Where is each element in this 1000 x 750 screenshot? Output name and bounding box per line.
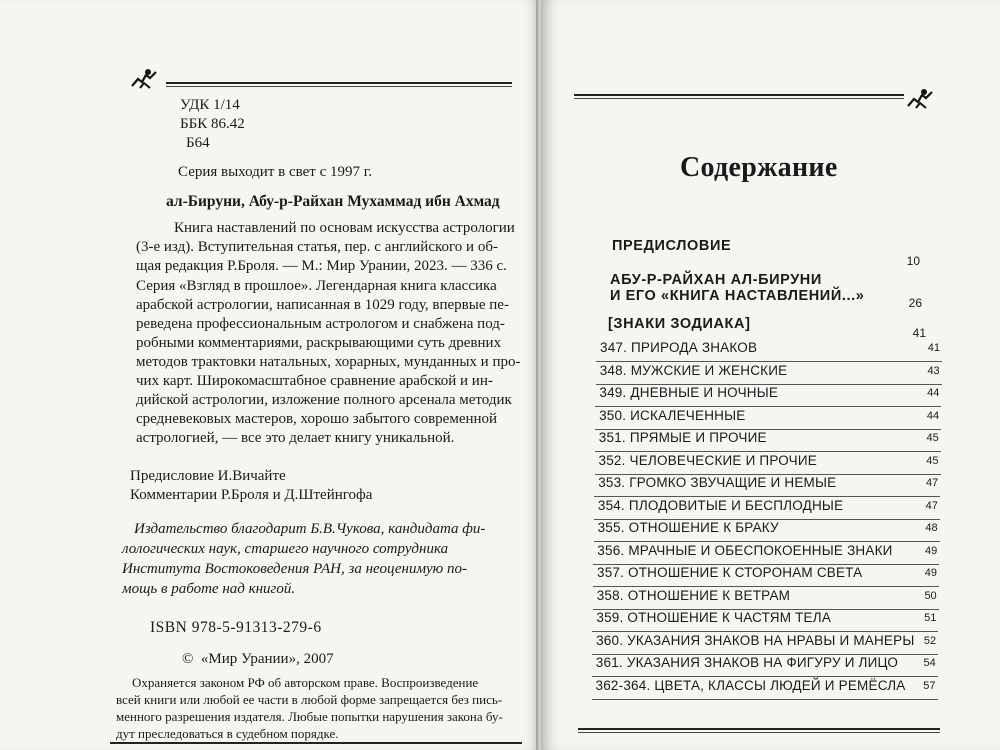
toc-item — [598, 498, 938, 520]
toc-item — [599, 430, 939, 452]
annotation-line-8: астрологией, — все это делает книгу уникальной. — [136, 430, 455, 446]
legal-line-2: всей книги или любой ее части в любой форме запрещается без пись- — [116, 692, 503, 707]
annotation-line-3: робными комментариями, раскрывающими суть древних — [136, 335, 502, 351]
annotation-line-4: методов трактовки натальных, хорарных, мунданных и про- — [136, 354, 521, 370]
copyright-symbol: © — [182, 651, 194, 667]
preface-credit: Предисловие И.Вичайте — [130, 468, 286, 484]
toc-item-page: 52 — [923, 634, 937, 647]
toc-item-label: 356. МРАЧНЫЕ И ОБЕСПОКОЕННЫЕ ЗНАКИ — [597, 542, 893, 558]
author-mark: Б64 — [186, 135, 210, 151]
ack-line-1: Издательство благодарит Б.В.Чукова, кандидата фи- — [134, 521, 486, 537]
copyright — [182, 650, 334, 669]
footer-rule — [110, 742, 522, 744]
bib-line-series — [136, 277, 497, 296]
toc-item-page: 50 — [924, 589, 937, 602]
toc-item-page: 44 — [927, 387, 940, 399]
toc-item-page: 47 — [925, 499, 938, 512]
toc-item-page: 49 — [925, 544, 938, 557]
toc-item-label: 362-364. ЦВЕТА, КЛАССЫ ЛЮДЕЙ И РЕМЁСЛА — [595, 677, 906, 693]
toc-section-preface-page: 10 — [906, 254, 920, 268]
toc-item-page: 47 — [925, 477, 939, 489]
toc-item-page: 45 — [926, 454, 939, 467]
toc-item — [599, 385, 939, 407]
legal-line-3: менного разрешения издателя. Любые попытки нарушения закона бу- — [116, 709, 503, 724]
toc-item-page: 54 — [923, 657, 936, 669]
toc-section-author-line-1: АБУ-Р-РАЙХАН АЛ-БИРУНИ — [610, 272, 822, 288]
toc-item-page: 41 — [927, 342, 940, 354]
toc-item — [596, 610, 936, 632]
bib-line-3: щая редакция Р.Броля. — М.: Мир Урании, 2023. — 336 с. — [136, 258, 507, 274]
toc-item-page: 49 — [924, 567, 937, 579]
toc-item — [596, 678, 936, 700]
annotation-line-5: чих карт. Широкомасштабное сравнение арабской и ин- — [136, 373, 493, 389]
toc-section-author-line-2: И ЕГО «КНИГА НАСТАВЛЕНИЙ...» — [610, 288, 865, 304]
toc-item-label: 347. ПРИРОДА ЗНАКОВ — [600, 340, 758, 355]
toc-item-label: 354. ПЛОДОВИТЫЕ И БЕСПЛОДНЫЕ — [597, 497, 844, 513]
series-name: Серия «Взгляд в прошлое». — [136, 278, 313, 294]
astronomer-ornament-icon — [128, 66, 162, 92]
toc-item-label: 350. ИСКАЛЕЧЕННЫЕ — [599, 407, 746, 423]
toc-item-page: 48 — [925, 522, 938, 534]
right-header-rule — [574, 94, 904, 96]
toc-item-label: 360. УКАЗАНИЯ ЗНАКОВ НА НРАВЫ И МАНЕРЫ — [596, 632, 915, 648]
toc-item — [600, 340, 940, 362]
header-rule-thin — [166, 86, 512, 87]
toc-item-page: 43 — [927, 364, 940, 377]
toc-item — [598, 475, 938, 497]
toc-item — [597, 565, 937, 587]
toc-section-author-page: 26 — [908, 296, 922, 310]
toc-item-label: 351. ПРЯМЫЕ И ПРОЧИЕ — [598, 430, 767, 445]
toc-item — [598, 520, 938, 542]
toc-item-label: 361. УКАЗАНИЯ ЗНАКОВ НА ФИГУРУ И ЛИЦО — [595, 655, 899, 670]
toc-item-page: 57 — [923, 679, 936, 692]
toc-item — [600, 363, 940, 385]
toc-item — [596, 633, 936, 655]
toc-item-page: 51 — [924, 612, 937, 624]
toc-section-preface: ПРЕДИСЛОВИЕ — [612, 238, 732, 254]
right-header-rule-thin — [574, 98, 904, 99]
toc-item — [596, 655, 936, 677]
udk-code: УДК 1/14 — [180, 97, 240, 113]
isbn: ISBN 978-5-91313-279-6 — [150, 619, 322, 636]
toc-item-label: 357. ОТНОШЕНИЕ К СТОРОНАМ СВЕТА — [597, 565, 863, 580]
bib-line-2: (3-е изд). Вступительная статья, пер. с английского и об- — [136, 239, 498, 255]
toc-section-zodiac-page: 41 — [912, 326, 926, 340]
bib-line-1: Книга наставлений по основам искусства астрологии — [174, 220, 515, 236]
annotation-line-7: средневековых мастеров, хорошо забытого современной — [136, 411, 498, 427]
right-footer-rule-thin — [578, 732, 940, 733]
toc-item — [597, 588, 937, 610]
annotation-start: Легендарная книга классика — [315, 278, 497, 294]
bbk-code: ББК 86.42 — [180, 116, 245, 132]
toc-item-page: 44 — [926, 409, 940, 422]
toc-item — [599, 408, 939, 430]
annotation-line-2: реведена профессиональным астрологом и снабжена под- — [136, 316, 505, 332]
toc-item-label: 358. ОТНОШЕНИЕ К ВЕТРАМ — [596, 587, 791, 603]
toc-item-label: 352. ЧЕЛОВЕЧЕСКИЕ И ПРОЧИЕ — [598, 452, 817, 468]
legal-line-1: Охраняется законом РФ об авторском праве. Воспроизведение — [132, 675, 479, 690]
toc-item-label: 359. ОТНОШЕНИЕ К ЧАСТЯМ ТЕЛА — [596, 610, 832, 625]
ack-line-2: лологических наук, старшего научного сотрудника — [122, 541, 449, 557]
toc-title: Содержание — [680, 152, 838, 183]
toc-item-page: 45 — [926, 432, 939, 444]
ack-line-3: Института Востоковедения РАН, за неоценимую по- — [122, 561, 467, 577]
toc-item-label: 348. МУЖСКИЕ И ЖЕНСКИЕ — [599, 362, 788, 378]
toc-item-label: 353. ГРОМКО ЗВУЧАЩИЕ И НЕМЫЕ — [598, 475, 837, 490]
author-name: ал-Бируни, Абу-р-Райхан Мухаммад ибн Ахмад — [166, 193, 500, 210]
right-footer-rule — [578, 728, 940, 730]
annotation-line-6: дийской астрологии, изложение полного арсенала методик — [136, 392, 512, 408]
toc-section-zodiac: [ЗНАКИ ЗОДИАКА] — [608, 316, 751, 332]
header-rule — [166, 82, 512, 84]
toc-item — [599, 453, 939, 475]
copyright-holder: «Мир Урании», 2007 — [200, 651, 334, 667]
series-since: Серия выходит в свет с 1997 г. — [178, 164, 372, 180]
toc-item — [597, 543, 937, 565]
legal-line-4: дут преследоваться в судебном порядке. — [116, 726, 339, 741]
astronomer-ornament-icon — [904, 86, 938, 112]
ack-line-4: мощь в работе над книгой. — [122, 581, 296, 597]
comments-credit: Комментарии Р.Броля и Д.Штейнгофа — [130, 487, 373, 503]
annotation-line-1: арабской астрологии, написанная в 1029 году, впервые пе- — [136, 297, 509, 313]
toc-item-separator — [592, 699, 938, 700]
toc-item-label: 355. ОТНОШЕНИЕ К БРАКУ — [597, 520, 779, 535]
toc-item-label: 349. ДНЕВНЫЕ И НОЧНЫЕ — [599, 385, 779, 400]
